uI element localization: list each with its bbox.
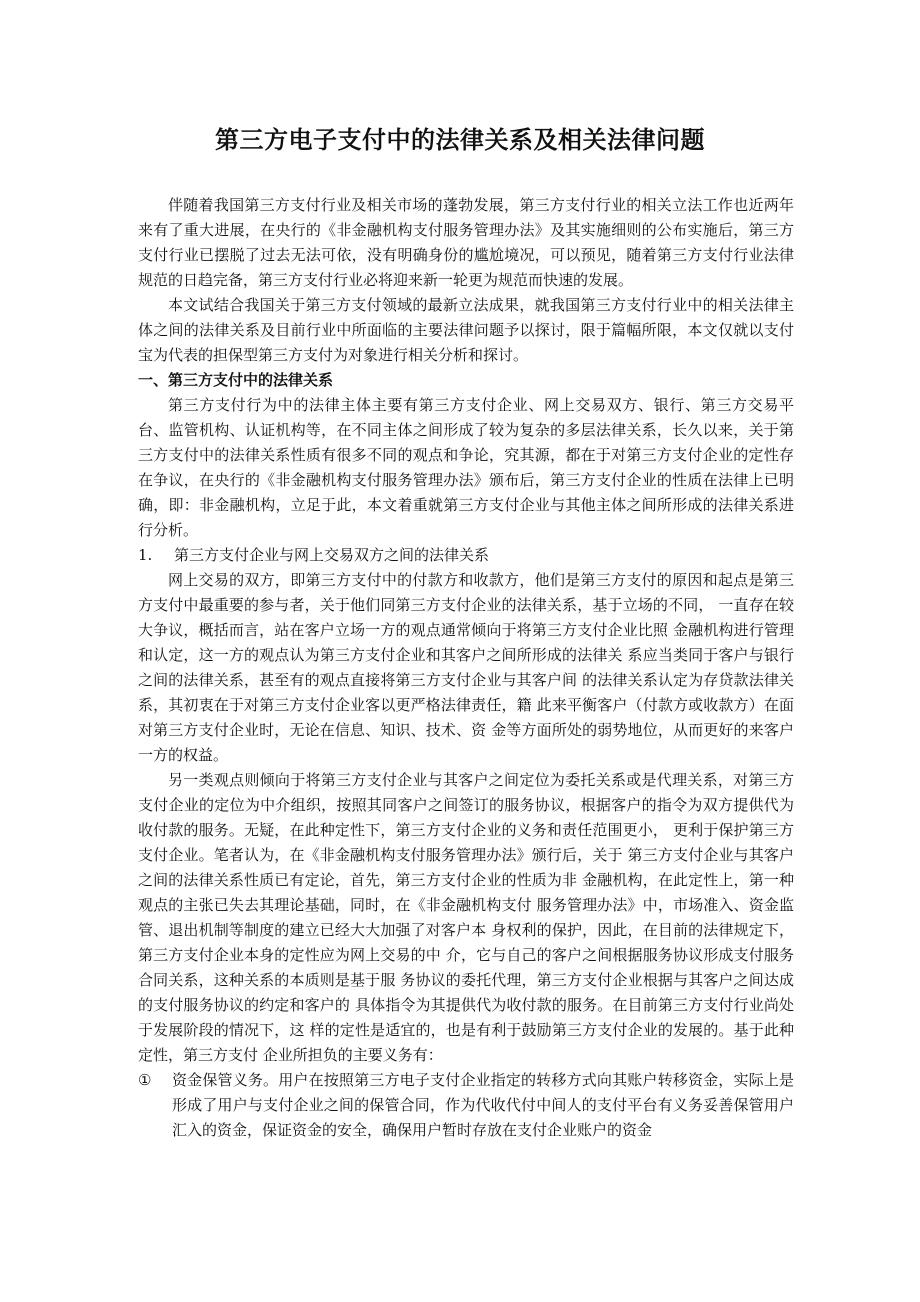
section-1-paragraph: 第三方支付行为中的法律主体主要有第三方支付企业、网上交易双方、银行、第三方交易平台、监管机构、认证机构等，在不同主体之间形成了较为复杂的多层法律关系，长久以来，关于第三方支付中的法律关系性质有很多不同的观点和争论，究其源，都在于对第三方支付企业的定性存在争议，在央行的《非金融机构支付服务管理办法》颁布后，第三方支付企业的性质在法律上已明确，即：非金融机构，立足于此，本文着重就第三方支付企业与其他主体之间所形成的法律关系进行分析。 xyxy=(138,396,794,539)
document-title: 第三方电子支付中的法律关系及相关法律问题 xyxy=(215,125,705,154)
subsection-1-heading xyxy=(138,543,794,568)
list-item-marker: ① xyxy=(138,1071,152,1089)
list-item-text: 资金保管义务。用户在按照第三方电子支付企业指定的转移方式向其账户转移资金，实际上是形成了用户与支付企业之间的保管合同，作为代收代付中间人的支付平台有义务妥善保管用户汇入的资金，保证资金的安全，确保用户暂时存放在支付企业账户的资金 xyxy=(172,1071,794,1139)
intro-paragraph-2: 本文试结合我国关于第三方支付领域的最新立法成果，就我国第三方支付行业中的相关法律主体之间的法律关系及目前行业中所面临的主要法律问题予以探讨，限于篇幅所限，本文仅就以支付宝为代表的担保型第三方支付为对象进行相关分析和探讨。 xyxy=(138,296,794,364)
section-1-heading: 一、第三方支付中的法律关系 xyxy=(138,371,334,389)
subsection-1-paragraph-1: 网上交易的双方，即第三方支付中的付款方和收款方，他们是第三方支付的原因和起点是第三方支付中最重要的参与者，关于他们同第三方支付企业的法律关系，基于立场的不同， 一直存在较大争议，概括而言，站在客户立场一方的观点通常倾向于将第三方支付企业比照 金融机构进行管理和认定，这一方的观点认为第三方支付企业和其客户之间所形成的法律关 系应当类同于客户与银行之间的法律关系，甚至有的观点直接将第三方支付企业与其客户间 的法律关系认定为存贷款法律关系，其初衷在于对第三方支付企业客以更严格法律责任，籍 此来平衡客户（付款方或收款方）在面对第三方支付企业时，无论在信息、知识、技术、资 金等方面所处的弱势地位，从而更好的来客户一方的权益。 xyxy=(138,571,794,764)
list-item xyxy=(138,1068,794,1143)
subsection-1-paragraph-2: 另一类观点则倾向于将第三方支付企业与其客户之间定位为委托关系或是代理关系，对第三方支付企业的定位为中介组织，按照其同客户之间签订的服务协议，根据客户的指令为双方提供代为收付款的服务。无疑，在此种定性下，第三方支付企业的义务和责任范围更小， 更利于保护第三方支付企业。笔者认为，在《非金融机构支付服务管理办法》颁行后，关于 第三方支付企业与其客户之间的法律关系性质已有定论，首先，第三方支付企业的性质为非 金融机构，在此定性上，第一种观点的主张已失去其理论基础，同时，在《非金融机构支付 服务管理办法》中，市场准入、资金监管、退出机制等制度的建立已经大大加强了对客户本 身权利的保护，因此，在目前的法律规定下，第三方支付企业本身的定性应为网上交易的中 介，它与自己的客户之间根据服务协议形成支付服务合同关系，这种关系的本质则是基于服 务协议的委托代理，第三方支付企业根据与其客户之间达成的支付服务协议的约定和客户的 具体指令为其提供代为收付款的服务。在目前第三方支付行业尚处于发展阶段的情况下，这 样的定性是适宜的，也是有利于鼓励第三方支付企业的发展的。基于此种定性，第三方支付 企业所担负的主要义务有： xyxy=(138,771,794,1064)
subsection-1-title: 第三方支付企业与网上交易双方之间的法律关系 xyxy=(174,546,490,564)
subsection-1-number: 1. xyxy=(138,546,153,564)
document-body xyxy=(138,193,794,1143)
intro-paragraph-1: 伴随着我国第三方支付行业及相关市场的蓬勃发展，第三方支付行业的相关立法工作也近两年来有了重大进展，在央行的《非金融机构支付服务管理办法》及其实施细则的公布实施后，第三方支付行业已摆脱了过去无法可依，没有明确身份的尴尬境况，可以预见，随着第三方支付行业法律规范的日趋完备，第三方支付行业必将迎来新一轮更为规范而快速的发展。 xyxy=(138,196,794,289)
